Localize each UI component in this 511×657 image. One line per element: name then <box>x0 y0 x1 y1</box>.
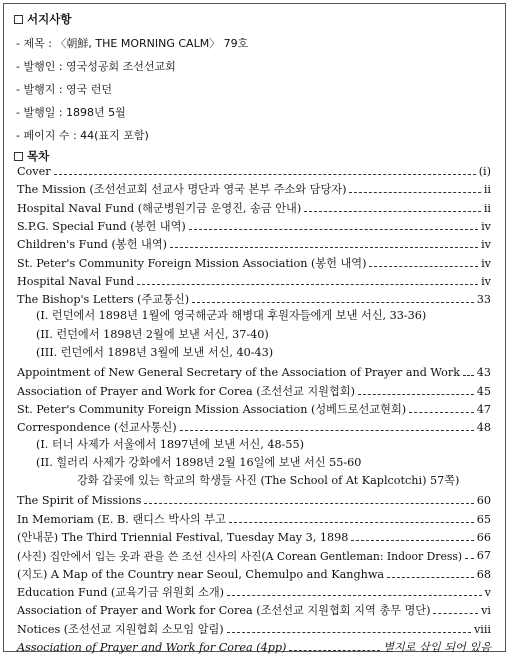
toc-entry-title: Notices (조선선교 지원협회 소모임 알림) <box>17 623 224 637</box>
toc-entry-page: iv <box>481 275 491 289</box>
toc-leader <box>189 229 478 230</box>
toc-entry-title: Cover <box>17 165 51 179</box>
toc-entry <box>17 585 491 600</box>
toc-leader <box>433 613 478 614</box>
toc-entry <box>17 237 491 252</box>
toc-entry <box>17 640 491 655</box>
toc-entry-title: (지도) A Map of the Country near Seoul, Chemulpo and Kanghwa <box>17 568 385 582</box>
toc-subentry: (I. 런던에서 1898년 1월에 영국해군과 해병대 후원자들에게 보낸 서신, 33-36) <box>36 309 427 322</box>
toc-title-text: 목차 <box>27 149 50 163</box>
toc-subentry: 강화 갑곶에 있는 학교의 학생들 사진 (The School of At Kaplcotchi) 57쪽) <box>77 474 460 487</box>
toc-entry-title: Correspondence (선교사통신) <box>17 421 177 435</box>
toc-leader <box>170 247 478 248</box>
toc-subentry: (II. 런던에서 1898년 2월에 보낸 서신, 37-40) <box>36 328 269 341</box>
toc-entry-title: In Memoriam (E. B. 랜디스 박사의 부고 <box>17 513 226 527</box>
toc-leader <box>227 595 482 596</box>
bib-date-line: - 발행일 : 1898년 5월 <box>16 106 126 119</box>
toc-entry <box>17 420 491 435</box>
toc-leader <box>229 522 474 523</box>
toc-entry-title: Education Fund (교육기금 위원회 소개) <box>17 586 225 600</box>
toc-subentry: (III. 런던에서 1898년 3월에 보낸 서신, 40-43) <box>36 346 274 359</box>
toc-leader <box>369 266 478 267</box>
toc-leader <box>180 430 474 431</box>
toc-entry-page: ii <box>483 183 491 197</box>
toc-leader <box>137 284 478 285</box>
toc-entry <box>17 256 491 271</box>
toc-leader <box>289 650 380 651</box>
toc-subentry: (I. 터너 사제가 서울에서 1897년에 보낸 서신, 48-55) <box>36 438 304 451</box>
toc-entry <box>17 274 491 289</box>
toc-section-title <box>14 150 49 163</box>
bib-publisher-line: - 발행인 : 영국성공회 조선선교회 <box>16 60 176 73</box>
toc-entry <box>17 402 491 417</box>
toc-entry-page: 60 <box>476 494 491 508</box>
toc-entry <box>17 603 491 618</box>
checkbox-icon <box>14 15 23 24</box>
toc-leader <box>54 174 476 175</box>
toc-leader <box>227 632 471 633</box>
toc-leader <box>351 540 473 541</box>
toc-entry <box>17 493 491 508</box>
toc-entry-page: 45 <box>476 385 491 399</box>
toc-entry-page: iv <box>481 220 491 234</box>
toc-entry-title: The Spirit of Missions <box>17 494 142 508</box>
toc-entry-page: 65 <box>476 513 491 527</box>
toc-entry-page: (i) <box>478 165 491 179</box>
toc-entry-page: 33 <box>476 293 491 307</box>
toc-entry-title: The Bishop's Letters (주교통신) <box>17 293 190 307</box>
bib-place-line: - 발행지 : 영국 런던 <box>16 83 113 96</box>
toc-entry <box>17 567 491 582</box>
toc-leader <box>358 394 474 395</box>
checkbox-icon <box>14 152 23 161</box>
toc-entry-title: Children's Fund (봉헌 내역) <box>17 238 168 252</box>
bib-title-text: 서지사항 <box>27 12 72 26</box>
toc-entry-title: (사진) 집안에서 입는 옷과 관을 쓴 조선 신사의 사진(A Corean Gentleman: Indoor Dress) <box>17 549 463 563</box>
toc-entry-page: 47 <box>476 403 491 417</box>
toc-entry-title: Association of Prayer and Work for Corea (4pp) <box>17 641 287 655</box>
toc-entry <box>17 365 491 380</box>
toc-entry-page: ii <box>483 202 491 216</box>
toc-leader <box>387 577 474 578</box>
toc-leader <box>304 211 481 212</box>
toc-leader <box>144 503 473 504</box>
toc-entry-title: Association of Prayer and Work for Corea (조선선교 지원협회) <box>17 385 355 399</box>
toc-entry-title: St. Peter's Community Foreign Mission Association (봉헌 내역) <box>17 257 367 271</box>
toc-entry <box>17 622 491 637</box>
toc-entry-title: S.P.G. Special Fund (봉헌 내역) <box>17 220 186 234</box>
toc-entry-page: 별지로 삽입 되어 있음 <box>383 641 491 655</box>
toc-entry <box>17 292 491 307</box>
bib-section-title <box>14 13 71 26</box>
toc-entry-title: The Mission (조선선교회 선교사 명단과 영국 본부 주소와 담당자) <box>17 183 347 197</box>
bib-title-line: - 제목 : 〈朝鮮, THE MORNING CALM〉 79호 <box>16 37 249 50</box>
toc-entry <box>17 530 491 545</box>
toc-entry <box>17 219 491 234</box>
toc-leader <box>409 412 474 413</box>
toc-entry-page: iv <box>481 257 491 271</box>
toc-entry-page: viii <box>473 623 491 637</box>
toc-leader <box>192 302 474 303</box>
toc-entry-title: Hospital Naval Fund (해군병원기금 운영진, 송금 안내) <box>17 202 302 216</box>
toc-entry-page: 68 <box>476 568 491 582</box>
toc-entry-page: v <box>484 586 491 600</box>
toc-entry-title: Appointment of New General Secretary of the Association of Prayer and Work <box>17 366 461 380</box>
toc-entry-title: Association of Prayer and Work for Corea (조선선교 지원협회 지역 총무 명단) <box>17 604 431 618</box>
toc-entry-page: 43 <box>476 366 491 380</box>
toc-entry-title: Hospital Naval Fund <box>17 275 135 289</box>
toc-entry-page: vi <box>481 604 491 618</box>
toc-entry-page: 48 <box>476 421 491 435</box>
bib-pages-line: - 페이지 수 : 44(표지 포함) <box>16 129 149 142</box>
toc-entry <box>17 548 491 563</box>
toc-entry-page: 66 <box>476 531 491 545</box>
toc-entry <box>17 512 491 527</box>
toc-entry <box>17 384 491 399</box>
toc-entry <box>17 201 491 216</box>
toc-entry-title: St. Peter's Community Foreign Mission Association (성베드로선교현회) <box>17 403 407 417</box>
toc-leader <box>465 558 474 559</box>
toc-entry-title: (안내문) The Third Triennial Festival, Tuesday May 3, 1898 <box>17 531 349 545</box>
toc-entry-page: 67 <box>476 549 491 563</box>
toc-entry <box>17 164 491 179</box>
toc-entry <box>17 182 491 197</box>
toc-leader <box>463 375 474 376</box>
toc-subentry: (II. 힐러리 사제가 강화에서 1898년 2월 16일에 보낸 서신 55-60 <box>36 456 362 469</box>
document-frame <box>3 3 506 655</box>
toc-leader <box>349 192 480 193</box>
toc-entry-page: iv <box>481 238 491 252</box>
